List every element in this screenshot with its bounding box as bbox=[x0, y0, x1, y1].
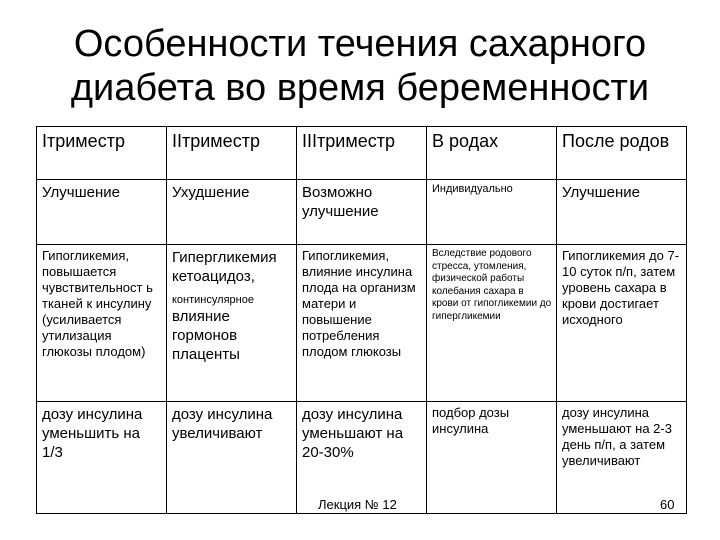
insulin-in-labor: подбор дозы инсулина bbox=[427, 402, 557, 514]
glycemia-t2-line-c: влияние гормонов плаценты bbox=[172, 308, 240, 363]
glycemia-trimester-1: Гипогликемия, повышается чувствительност ь тканей к инсулину (усиливается утилизация глюкозы плодом) bbox=[37, 245, 167, 402]
course-trimester-3: Возможно улучшение bbox=[297, 180, 427, 245]
insulin-trimester-1: дозу инсулина уменьшить на 1/3 bbox=[37, 402, 167, 514]
glycemia-trimester-3: Гипогликемия, влияние инсулина плода на организм матери и повышение потребления плодом глюкозы bbox=[297, 245, 427, 402]
page-number: 60 bbox=[660, 497, 675, 512]
header-trimester-2: IIтриместр bbox=[167, 127, 297, 180]
glycemia-in-labor: Вследствие родового стресса, утомления, физической работы колебания сахара в крови от гипогликемии до гипергликемии bbox=[427, 245, 557, 402]
course-in-labor: Индивидуально bbox=[427, 180, 557, 245]
diabetes-pregnancy-table bbox=[36, 126, 687, 514]
table-row-course bbox=[37, 180, 687, 245]
lecture-label: Лекция № 12 bbox=[318, 497, 397, 512]
header-trimester-3: IIIтриместр bbox=[297, 127, 427, 180]
glycemia-postpartum: Гипогликемия до 7-10 суток п/п, затем уровень сахара в крови достигает исходного bbox=[557, 245, 687, 402]
course-postpartum: Улучшение bbox=[557, 180, 687, 245]
title-line-2: диабета во время беременности bbox=[70, 67, 650, 109]
insulin-trimester-2: дозу инсулина увеличивают bbox=[167, 402, 297, 514]
table-row-glycemia bbox=[37, 245, 687, 402]
glycemia-trimester-2 bbox=[167, 245, 297, 402]
glycemia-t2-line-a: Гипергликемия кетоацидоз, bbox=[172, 249, 277, 285]
insulin-postpartum: дозу инсулина уменьшают на 2-3 день п/п, а затем увеличивают bbox=[557, 402, 687, 514]
title-line-1: Особенности течения сахарного bbox=[73, 23, 647, 65]
insulin-trimester-3: дозу инсулина уменьшают на 20-30% bbox=[297, 402, 427, 514]
slide-title bbox=[0, 22, 720, 110]
course-trimester-2: Ухудшение bbox=[167, 180, 297, 245]
header-postpartum: После родов bbox=[557, 127, 687, 180]
table-header-row bbox=[37, 127, 687, 180]
header-trimester-1: Iтриместр bbox=[37, 127, 167, 180]
header-in-labor: В родах bbox=[427, 127, 557, 180]
glycemia-t2-line-b: континсулярное bbox=[172, 294, 254, 306]
course-trimester-1: Улучшение bbox=[37, 180, 167, 245]
